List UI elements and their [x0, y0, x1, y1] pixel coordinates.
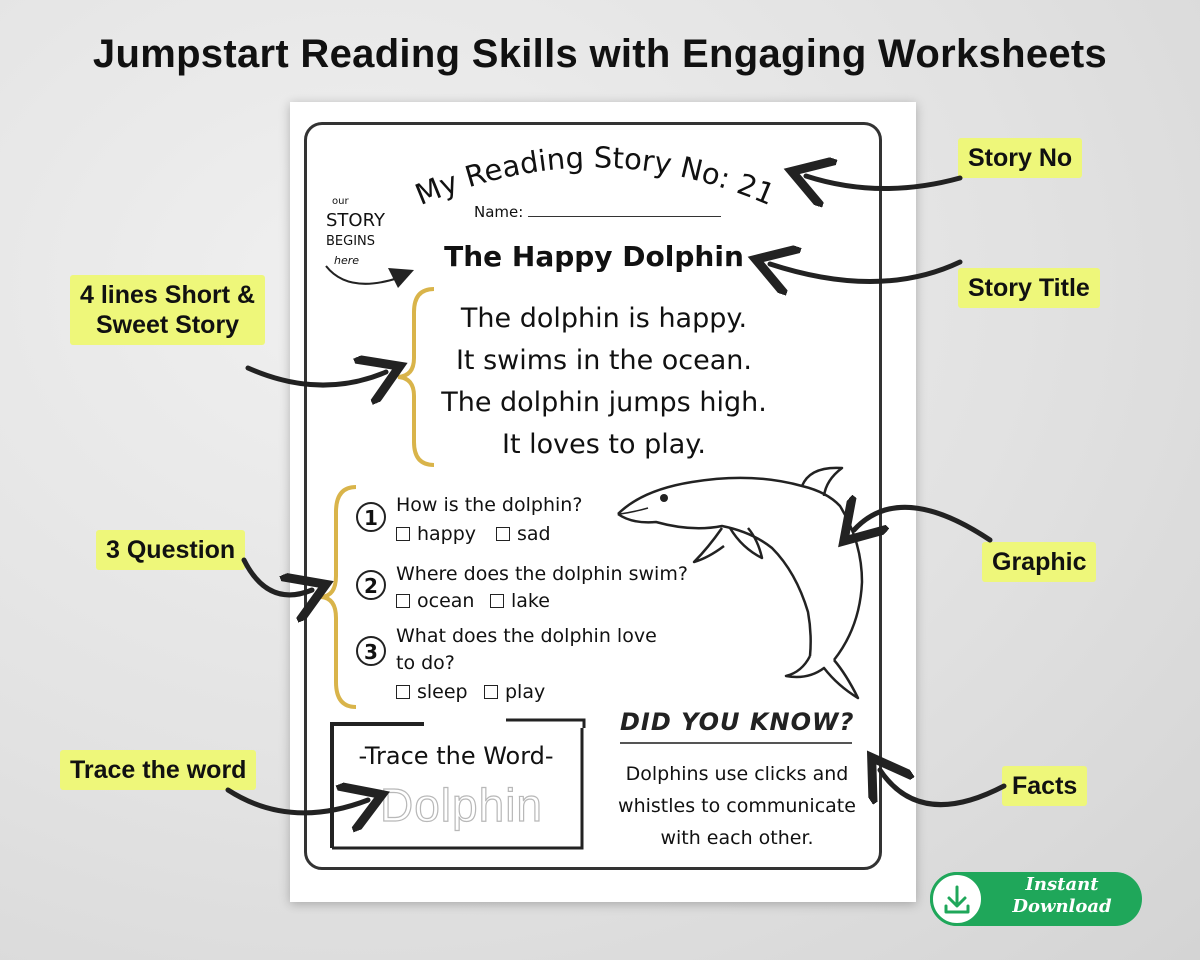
- logo-word-story: STORY: [326, 210, 385, 231]
- option-label: lake: [511, 590, 550, 612]
- story-line-3: The dolphin jumps high.: [441, 387, 767, 418]
- trace-title: -Trace the Word-: [358, 742, 554, 770]
- callout-facts: Facts: [1002, 766, 1087, 806]
- question-2-text: Where does the dolphin swim?: [396, 563, 688, 585]
- option-label: sad: [517, 523, 551, 545]
- logo-word-our: our: [332, 196, 349, 207]
- arrow-trace-icon: [228, 790, 368, 813]
- did-you-know-title: DID YOU KNOW?: [620, 708, 855, 736]
- story-line-2: It swims in the ocean.: [455, 345, 753, 376]
- arrow-short-story-icon: [248, 368, 386, 385]
- arrow-facts-icon: [880, 770, 1004, 805]
- option-label: play: [505, 681, 546, 703]
- question-2-number-icon: 2: [356, 570, 386, 600]
- logo-word-here: here: [334, 254, 360, 267]
- banner-title: Jumpstart Reading Skills with Engaging Worksheets: [92, 32, 1108, 76]
- name-label: Name:: [474, 203, 524, 221]
- callout-short-story-line-1: 4 lines Short &: [80, 281, 256, 309]
- story-line-4: It loves to play.: [502, 429, 706, 460]
- callout-graphic: Graphic: [982, 542, 1096, 582]
- question-3-text-line-1: What does the dolphin love: [396, 625, 657, 647]
- download-label-line-2: Download: [1012, 896, 1112, 917]
- question-1-number-icon: 1: [356, 502, 386, 532]
- download-label[interactable]: [992, 874, 1132, 918]
- question-3-number-icon: 3: [356, 636, 386, 666]
- option-label: ocean: [417, 590, 475, 612]
- fact-line-3: with each other.: [660, 827, 814, 849]
- callout-story-no: Story No: [958, 138, 1082, 178]
- question-3-text-line-2: to do?: [396, 652, 455, 674]
- callout-trace: Trace the word: [60, 750, 256, 790]
- option-label: happy: [417, 523, 477, 545]
- story-line-1: The dolphin is happy.: [460, 303, 748, 334]
- fact-line-1: Dolphins use clicks and: [625, 763, 849, 785]
- fact-line-2: whistles to communicate: [618, 795, 856, 817]
- option-label: sleep: [417, 681, 468, 703]
- download-icon[interactable]: [930, 872, 984, 926]
- story-title: The Happy Dolphin: [444, 240, 744, 273]
- arrow-story-no-icon: [806, 176, 960, 189]
- trace-word-input[interactable]: Dolphin: [380, 779, 543, 831]
- arrow-story-title-icon: [770, 262, 960, 282]
- question-1-text: How is the dolphin?: [396, 494, 583, 516]
- download-label-line-1: Instant: [1025, 874, 1099, 895]
- callout-short-story-line-2: Sweet Story: [95, 311, 240, 339]
- callout-story-title: Story Title: [958, 268, 1100, 308]
- story-heading-text: My Reading Story No: 21: [410, 140, 780, 212]
- logo-word-begins: BEGINS: [326, 234, 376, 249]
- arrow-graphic-icon: [854, 507, 990, 540]
- arrow-questions-icon: [244, 560, 312, 595]
- callout-questions: 3 Question: [96, 530, 245, 570]
